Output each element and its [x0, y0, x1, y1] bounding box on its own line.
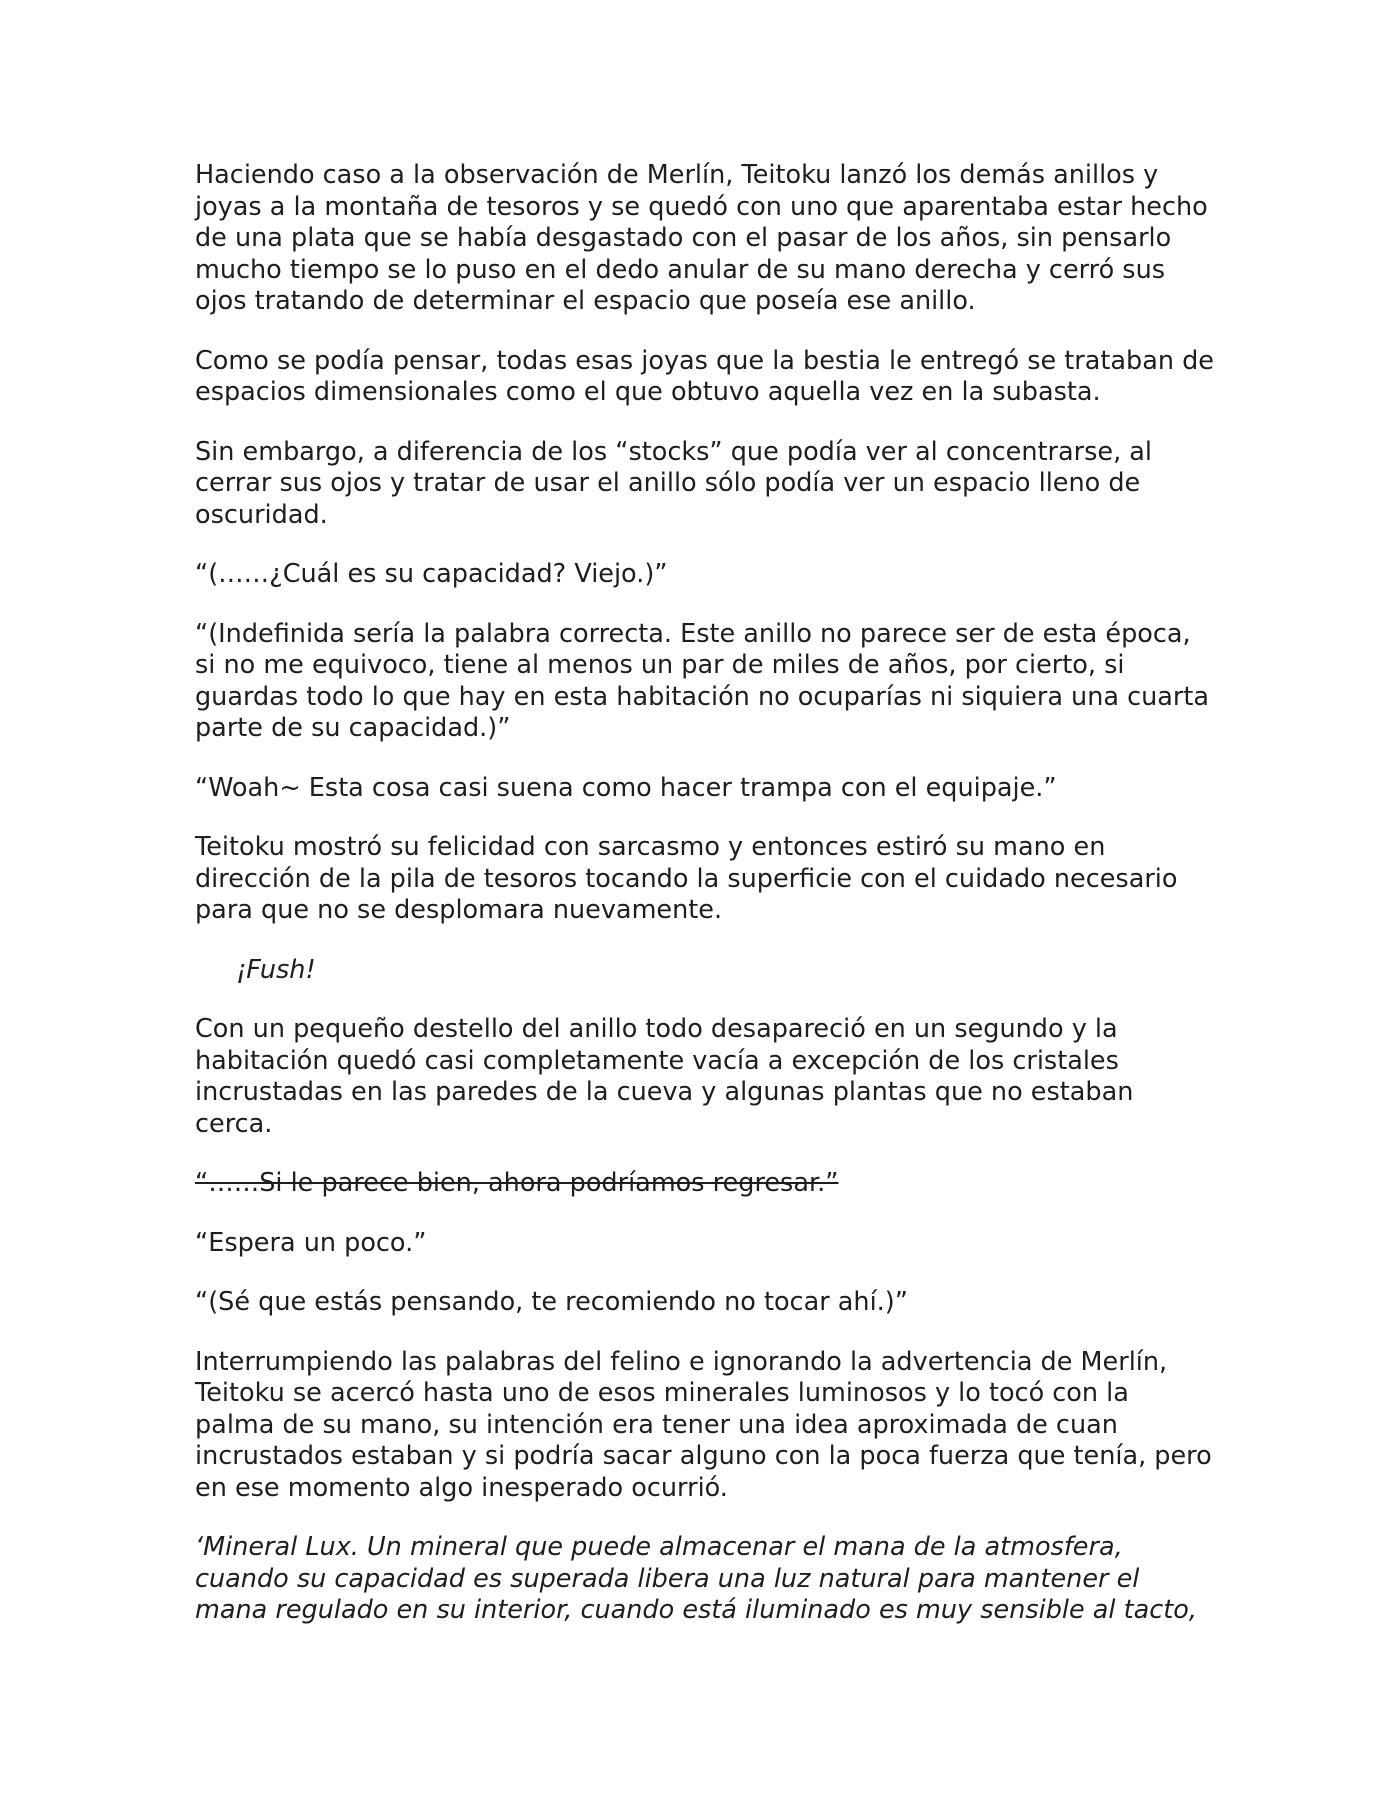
dialogue-line: “Espera un poco.”: [195, 1227, 427, 1258]
strikethrough-text: “……Si le parece bien, ahora podríamos regresar.”: [195, 1168, 839, 1198]
paragraph: Teitoku mostró su felicidad con sarcasmo y entonces estiró su mano en dirección de la pila de tesoros tocando la superficie con el cuidado necesario para que no se desplomara nuevamente.: [195, 832, 1178, 925]
strikethrough-dialogue-line: [195, 1168, 1215, 1200]
dialogue-line: “(Indefinida sería la palabra correcta. Este anillo no parece ser de esta época, si no me equivoco, tiene al menos un par de miles de años, por cierto, si guardas todo lo que hay en esta habitación no ocuparías ni siquiera una cuarta parte de su capacidad.)”: [195, 618, 1210, 743]
paragraph: Con un pequeño destello del anillo todo desapareció en un segundo y la habitación quedó casi completamente vacía a excepción de los cristales incrustadas en las paredes de la cueva y algunas plantas que no estaban cerca.: [195, 1014, 1134, 1139]
paragraph: Haciendo caso a la observación de Merlín, Teitoku lanzó los demás anillos y joyas a la montaña de tesoros y se quedó con uno que aparentaba estar hecho de una plata que se había desgastado con el pasar de los años, sin pensarlo mucho tiempo se lo puso en el dedo anular de su mano derecha y cerró sus ojos tratando de determinar el espacio que poseía ese anillo.: [195, 160, 1208, 316]
dialogue-line: “Woah~ Esta cosa casi suena como hacer trampa con el equipaje.”: [195, 772, 1057, 803]
sound-effect: ¡Fush!: [236, 954, 316, 985]
paragraph: Interrumpiendo las palabras del felino e ignorando la advertencia de Merlín, Teitoku se acercó hasta uno de esos minerales luminosos y lo tocó con la palma de su mano, su intención era tener una idea aproximada de cuan incrustados estaban y si podría sacar alguno con la poca fuerza que tenía, pero en ese momento algo inesperado ocurrió.: [195, 1346, 1212, 1503]
dialogue-line: “(……¿Cuál es su capacidad? Viejo.)”: [195, 559, 668, 589]
paragraph: Como se podía pensar, todas esas joyas que la bestia le entregó se trataban de espacios dimensionales como el que obtuvo aquella vez en la subasta.: [195, 345, 1214, 407]
dialogue-line: “(Sé que estás pensando, te recomiendo no tocar ahí.)”: [195, 1287, 908, 1317]
paragraph: Sin embargo, a diferencia de los “stocks” que podía ver al concentrarse, al cerrar sus ojos y tratar de usar el anillo sólo podía ver un espacio lleno de oscuridad.: [195, 436, 1152, 530]
italic-description: ‘Mineral Lux. Un mineral que puede almacenar el mana de la atmosfera, cuando su capacidad es superada libera una luz natural para mantener el mana regulado en su interior, cuando está iluminado es muy sensible al tacto,: [195, 1532, 1197, 1625]
document-page: [195, 160, 1215, 1655]
